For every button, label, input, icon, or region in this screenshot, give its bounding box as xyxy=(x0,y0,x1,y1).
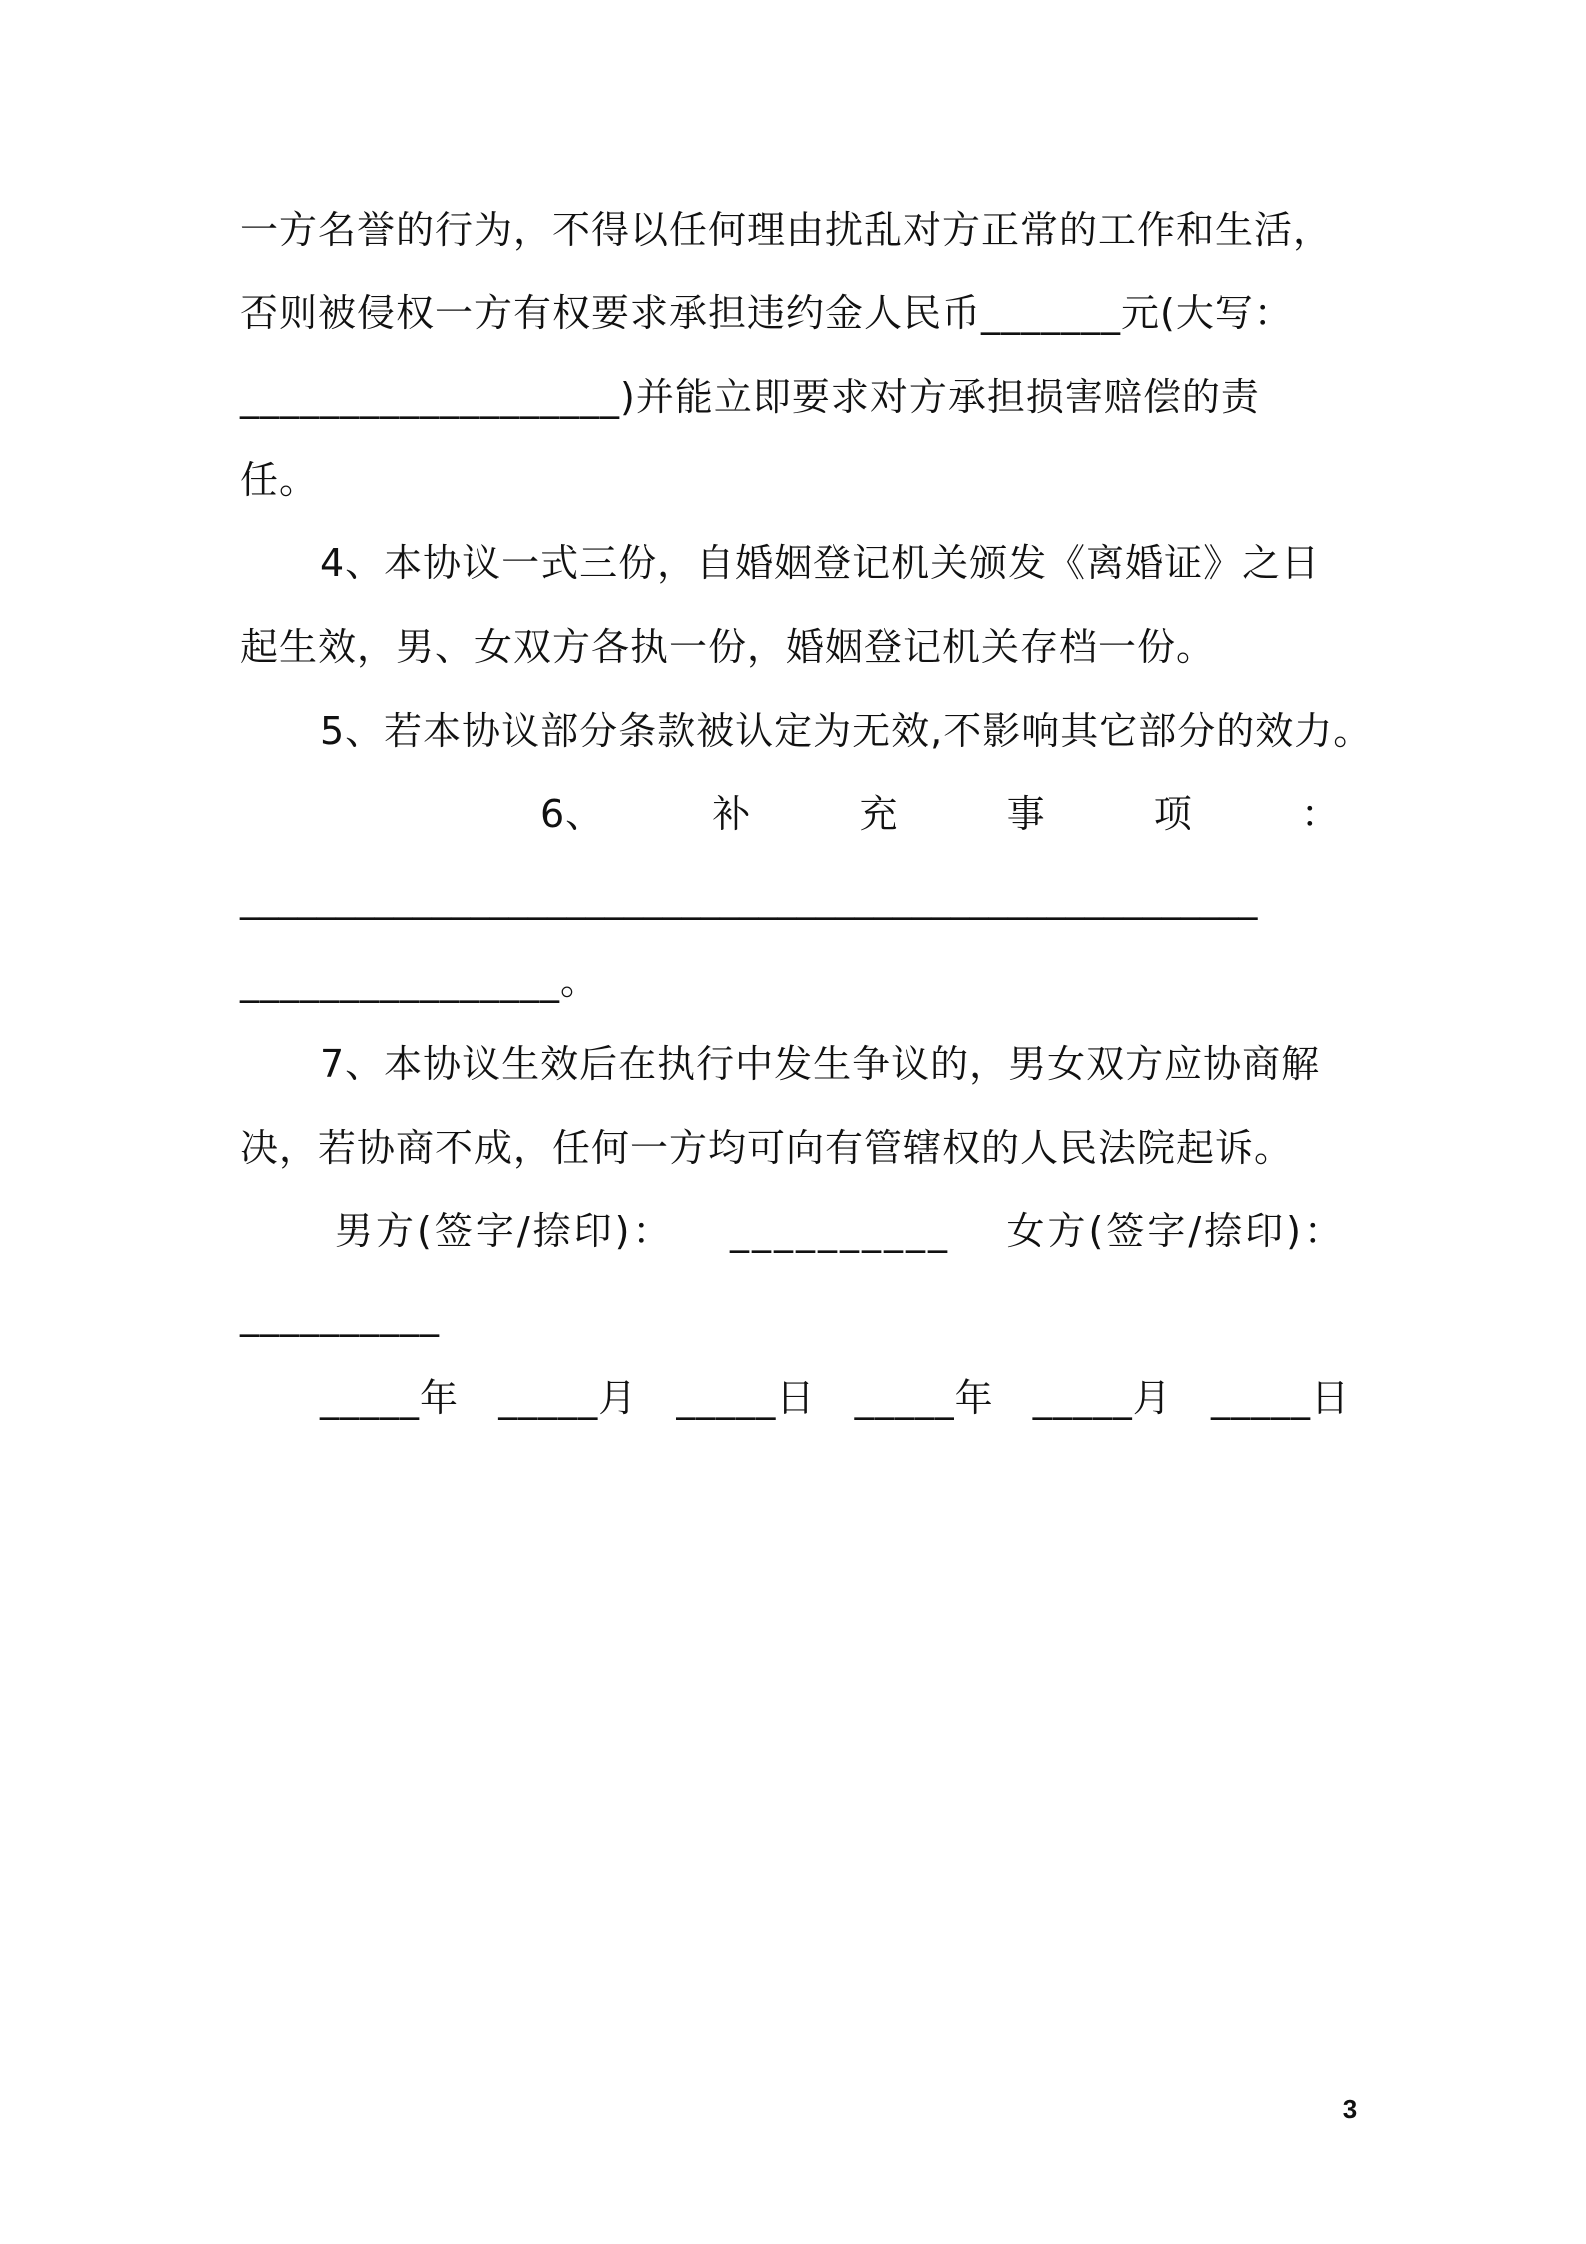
item-6-char: 充 xyxy=(859,792,899,836)
text-line-3: ___________________)并能立即要求对方承担损害赔偿的责 xyxy=(240,375,1260,419)
item-7-line-2: 决，若协商不成，任何一方均可向有管辖权的人民法院起诉。 xyxy=(240,1126,1294,1170)
item-6-char: 事 xyxy=(1006,792,1046,836)
date-row xyxy=(320,1373,1350,1423)
text-line-1: 一方名誉的行为，不得以任何理由扰乱对方正常的工作和生活， xyxy=(240,208,1333,252)
item-5-line: 5、若本协议部分条款被认定为无效,不影响其它部分的效力。 xyxy=(320,709,1373,753)
item-6-char: ： xyxy=(1300,792,1340,836)
male-date-year: _____年 xyxy=(320,1376,460,1420)
male-date-month: _____月 xyxy=(498,1376,638,1420)
item-6-char: 项 xyxy=(1153,792,1193,836)
item-7-line-1: 7、本协议生效后在执行中发生争议的，男女双方应协商解 xyxy=(320,1042,1321,1086)
female-signature-label: 女方(签字/捺印)： xyxy=(1006,1209,1345,1253)
text-line-4: 任。 xyxy=(240,458,319,502)
item-6-char: 补 xyxy=(712,792,752,836)
male-signature-label: 男方(签字/捺印)： xyxy=(335,1209,674,1253)
page-number: 3 xyxy=(1342,2094,1358,2124)
female-date-day: _____日 xyxy=(1210,1376,1350,1420)
item-4-line-2: 起生效，男、女双方各执一份，婚姻登记机关存档一份。 xyxy=(240,625,1216,669)
item-4-line-1: 4、本协议一式三份，自婚姻登记机关颁发《离婚证》之日 xyxy=(320,541,1321,585)
supplement-blank-line-1: _____________________________________________________ xyxy=(240,876,1258,920)
female-date-year: _____年 xyxy=(854,1376,994,1420)
female-date-month: _____月 xyxy=(1032,1376,1172,1420)
supplement-blank-line-2: ________________。 xyxy=(240,959,600,1003)
item-6-number: 6、 xyxy=(540,792,605,836)
male-signature-blank: __________ xyxy=(730,1209,950,1253)
text-line-2: 否则被侵权一方有权要求承担违约金人民币_______元(大写： xyxy=(240,291,1293,335)
male-date-day: _____日 xyxy=(676,1376,816,1420)
female-signature-blank: __________ xyxy=(240,1293,440,1337)
item-6-heading xyxy=(540,789,1340,839)
signature-row xyxy=(335,1206,1345,1256)
